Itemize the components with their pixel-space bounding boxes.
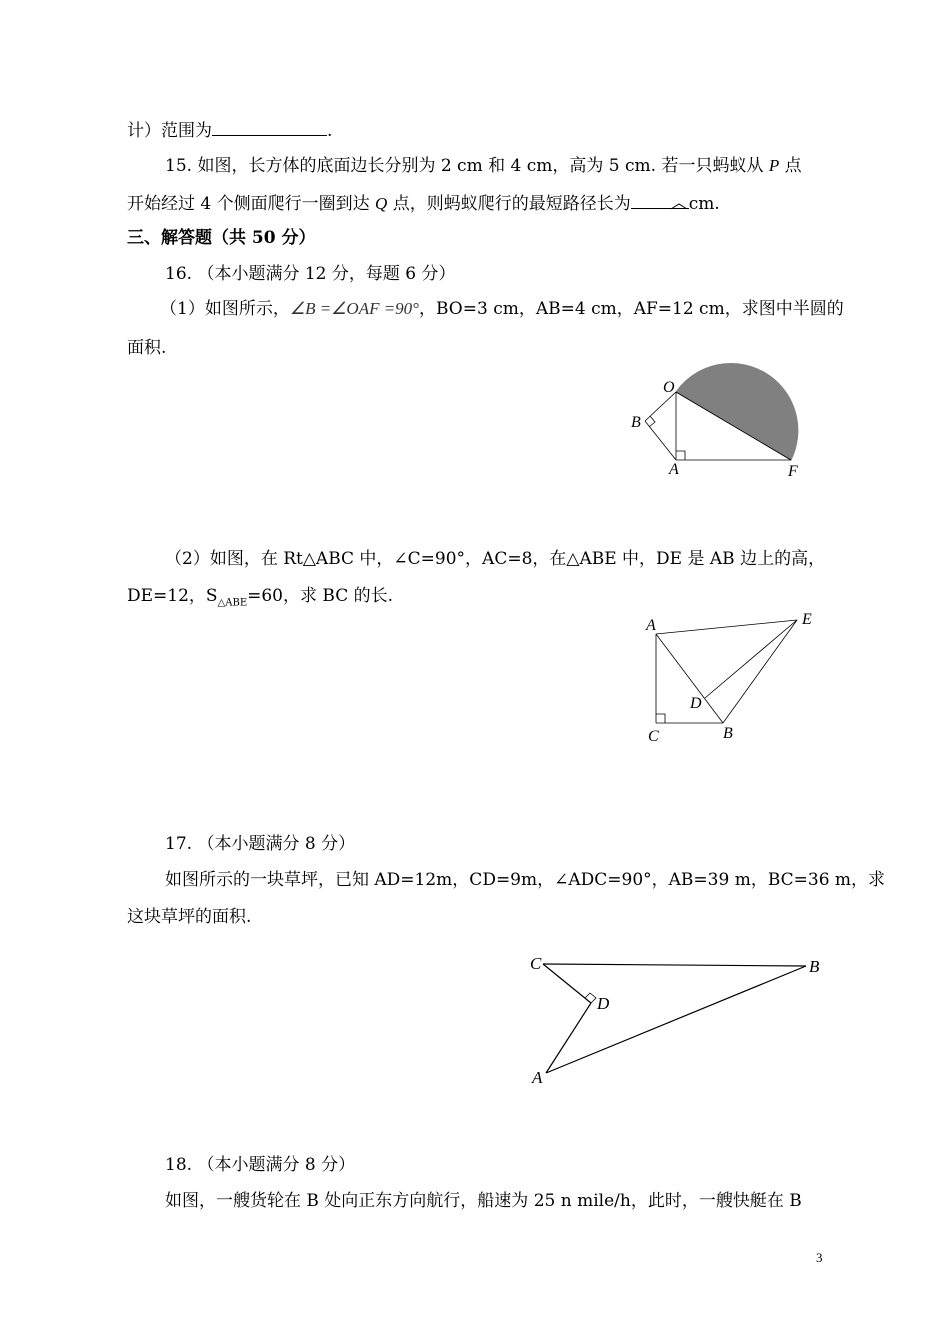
q14-tail-text: 计）范围为 — [127, 121, 212, 141]
q15-point-p: P — [768, 156, 780, 175]
right-angle-a — [676, 451, 685, 460]
q18-header: 18. （本小题满分 8 分） — [165, 1155, 356, 1175]
q16-p1-angle: ∠B =∠OAF =90° — [289, 299, 419, 318]
q15-text-b: 点 — [779, 156, 802, 176]
figure-lawn — [525, 950, 825, 1090]
q15-text-a: 15. 如图，长方体的底面边长分别为 2 cm 和 4 cm，高为 5 cm. 若一只蚂蚁从 — [165, 156, 769, 176]
q16-part2-line1: （2）如图，在 Rt△ABC 中，∠C=90°，AC=8，在△ABE 中，DE 是 AB 边上的高， — [165, 549, 826, 569]
label-a2: A — [646, 617, 656, 634]
q15-line2 — [127, 190, 720, 216]
label-o: O — [663, 379, 675, 396]
q17-line1: 如图所示的一块草坪，已知 AD=12m，CD=9m，∠ADC=90°，AB=39 m，BC=36 m，求 — [165, 870, 886, 890]
label-a: A — [669, 461, 679, 478]
q16-part1-line1 — [160, 297, 844, 321]
label-f: F — [788, 463, 798, 480]
label-a3: A — [532, 1068, 543, 1087]
segment-cb3 — [543, 964, 806, 966]
q17-header: 17. （本小题满分 8 分） — [165, 834, 356, 854]
label-d3: D — [597, 994, 610, 1013]
q15-point-q: Q — [375, 194, 388, 213]
right-angle-b — [649, 416, 655, 427]
label-d: D — [690, 695, 702, 712]
caret-mark — [669, 202, 689, 210]
q15-answer-blank — [631, 190, 689, 209]
segment-ab3 — [546, 966, 806, 1073]
q15-line1 — [165, 154, 802, 178]
q16-part1-line2: 面积. — [127, 338, 167, 358]
right-angle-d — [585, 993, 596, 1003]
q16-p2-text-b: =60，求 BC 的长. — [247, 586, 394, 606]
label-b2: B — [723, 725, 733, 742]
label-c: C — [648, 728, 659, 745]
q15-unit: cm. — [688, 194, 720, 214]
segment-eb — [723, 620, 797, 723]
page-number: 3 — [816, 1250, 823, 1265]
q16-p2-text-a: DE=12，S — [127, 586, 218, 606]
q14-answer-blank — [212, 117, 327, 136]
q16-part2-line2 — [127, 584, 393, 615]
q14-tail-end: . — [327, 121, 333, 141]
q18-line1: 如图，一艘货轮在 B 处向正东方向航行，船速为 25 n mile/h，此时，一艘快艇在 B — [165, 1191, 802, 1211]
label-b3: B — [809, 957, 820, 976]
segment-cd3 — [543, 964, 591, 1003]
label-c3: C — [530, 954, 542, 973]
segment-ob — [645, 392, 676, 421]
q16-p1-text-b: ，BO=3 cm，AB=4 cm，AF=12 cm，求图中半圆的 — [418, 299, 844, 319]
label-e: E — [802, 611, 812, 628]
figure-semicircle — [620, 350, 820, 485]
shaded-semicircle — [676, 363, 798, 460]
section-title: 三、解答题（共 50 分） — [127, 228, 316, 248]
q16-p1-text-a: （1）如图所示， — [160, 299, 290, 319]
label-b: B — [631, 414, 641, 431]
q17-line2: 这块草坪的面积. — [127, 907, 252, 927]
segment-ed — [705, 620, 797, 698]
q15-text-c: 开始经过 4 个侧面爬行一圈到达 — [127, 194, 376, 214]
q15-text-d: 点，则蚂蚁爬行的最短路径长为 — [387, 194, 631, 214]
segment-ae — [656, 620, 797, 634]
q16-header: 16. （本小题满分 12 分，每题 6 分） — [165, 264, 456, 284]
q16-p2-subscript: △ABE — [217, 597, 248, 609]
figure-triangle-abe — [640, 610, 820, 750]
segment-da3 — [546, 1003, 591, 1073]
q14-tail — [127, 117, 332, 143]
right-angle-c — [656, 714, 665, 723]
